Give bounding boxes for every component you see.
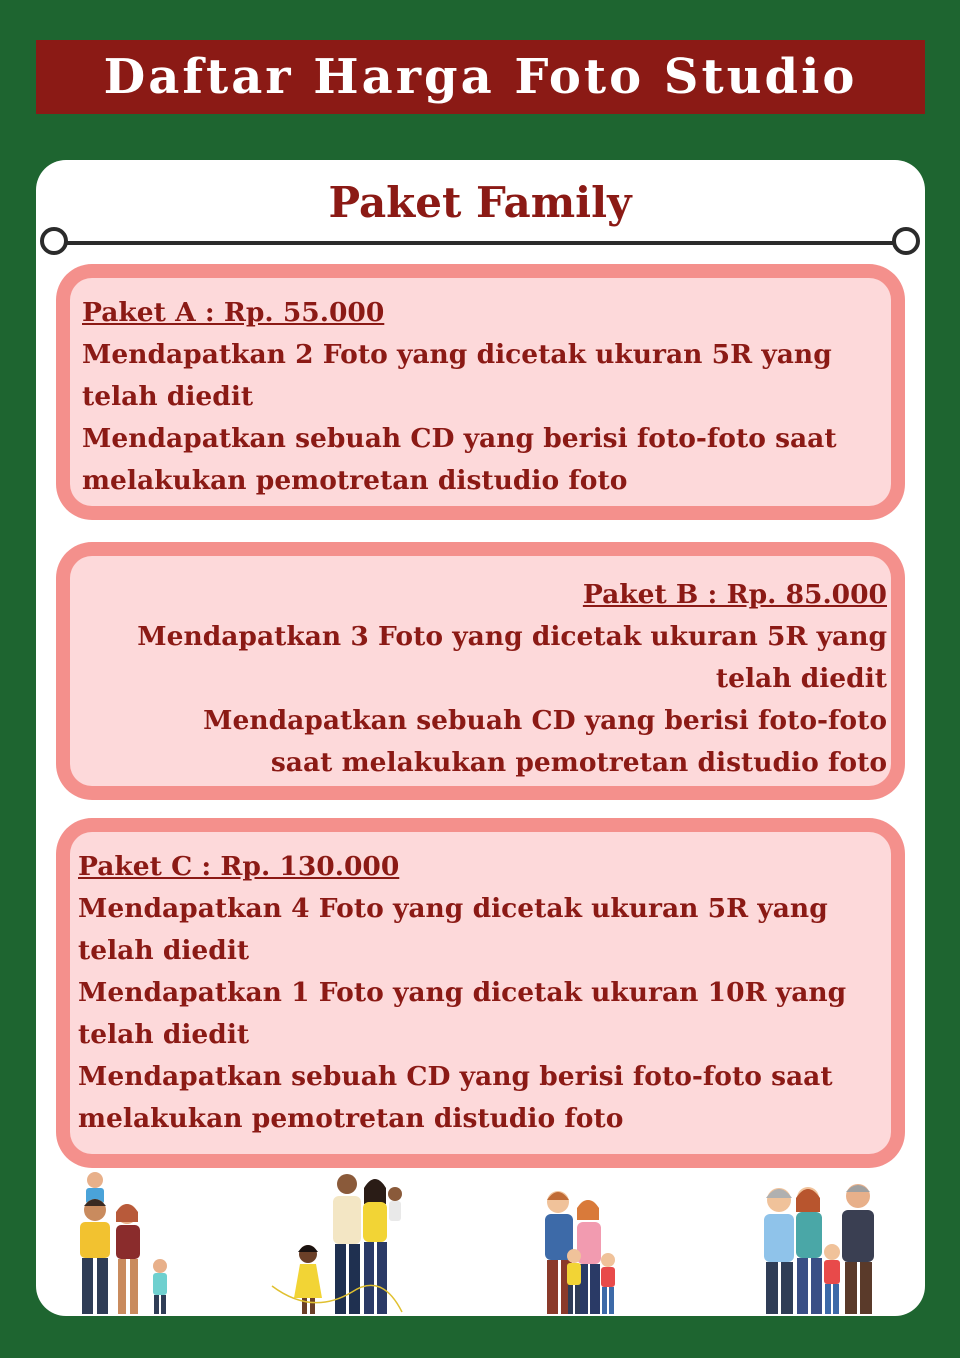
package-c-item: Mendapatkan 1 Foto yang dicetak ukuran 10R yang telah diedit <box>78 977 847 1050</box>
package-a-item: Mendapatkan 2 Foto yang dicetak ukuran 5R yang telah diedit <box>82 339 832 412</box>
family-two-icon <box>272 1174 402 1314</box>
package-c-title: Paket C : Rp. 130.000 <box>78 851 400 882</box>
package-a-title: Paket A : Rp. 55.000 <box>82 297 385 328</box>
title-divider <box>56 241 906 245</box>
package-b-title: Paket B : Rp. 85.000 <box>582 579 887 610</box>
card-title: Paket Family <box>328 178 632 227</box>
package-c <box>56 818 905 1168</box>
package-a-item: Mendapatkan sebuah CD yang berisi foto-foto saat melakukan pemotretan distudio foto <box>82 423 837 496</box>
page-title: Daftar Harga Foto Studio <box>103 49 858 105</box>
package-b-item: Mendapatkan 3 Foto yang dicetak ukuran 5R yang telah diedit <box>137 621 887 694</box>
package-b-item: Mendapatkan sebuah CD yang berisi foto-foto saat melakukan pemotretan distudio foto <box>203 705 887 778</box>
package-b <box>56 542 905 800</box>
package-c-item: Mendapatkan 4 Foto yang dicetak ukuran 5R yang telah diedit <box>78 893 828 966</box>
family-three-icon <box>545 1191 615 1314</box>
title-banner <box>36 40 925 114</box>
family-four-icon <box>764 1184 874 1314</box>
package-c-item: Mendapatkan sebuah CD yang berisi foto-foto saat melakukan pemotretan distudio foto <box>78 1061 833 1134</box>
divider-right-dot-icon <box>892 227 920 255</box>
family-illustration-icon <box>0 1168 960 1328</box>
family-one-icon <box>80 1172 167 1314</box>
package-a <box>56 264 905 520</box>
divider-left-dot-icon <box>40 227 68 255</box>
